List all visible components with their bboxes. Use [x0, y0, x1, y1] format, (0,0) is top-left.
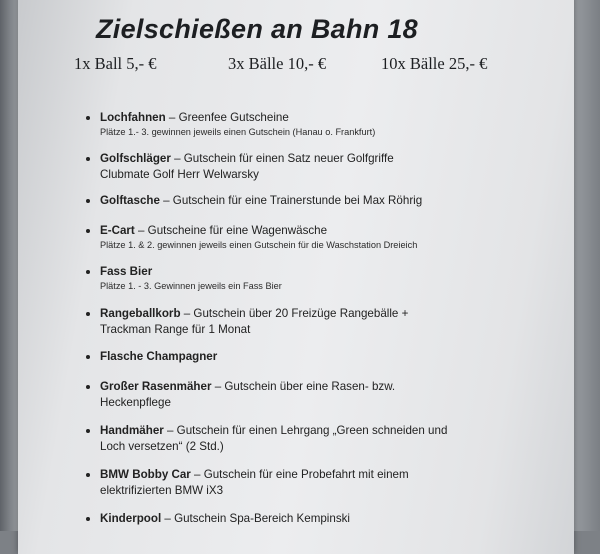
bullet-icon [86, 355, 90, 359]
prize-name: Großer Rasenmäher [100, 380, 212, 393]
bullet-icon [86, 429, 90, 433]
price-10-balls: 10x Bälle 25,- € [381, 54, 488, 73]
prize-name: E-Cart [100, 224, 135, 237]
prize-item-bobby-car [90, 467, 560, 499]
prize-subtext: Plätze 1. - 3. Gewinnen jeweils ein Fass Bier [100, 281, 282, 291]
background-right-edge [572, 0, 600, 531]
prize-item-e-cart [90, 223, 560, 251]
prize-description: – Gutschein für eine Trainerstunde bei Max Röhrig [159, 194, 423, 207]
prize-subtext: Plätze 1. & 2. gewinnen jeweils einen Gutschein für die Waschstation Dreieich [100, 240, 418, 250]
prize-item-champagner [90, 349, 560, 365]
price-row [0, 54, 600, 78]
prize-item-kinderpool [90, 511, 560, 527]
price-1-ball: 1x Ball 5,- € [74, 54, 157, 73]
prize-item-lochfahnen [90, 110, 560, 138]
bullet-icon [86, 517, 90, 521]
prize-continuation: Clubmate Golf Herr Welwarsky [100, 168, 259, 181]
prize-continuation: Loch versetzen“ (2 Std.) [100, 440, 224, 453]
prize-name: Fass Bier [100, 265, 153, 278]
bullet-icon [86, 199, 90, 203]
bullet-icon [86, 312, 90, 316]
prize-description: – Gutschein über 20 Freizüge Rangebälle + [180, 307, 409, 320]
prize-name: Rangeballkorb [100, 307, 181, 320]
prize-name: Golfschläger [100, 152, 171, 165]
bullet-icon [86, 270, 90, 274]
bullet-icon [86, 385, 90, 389]
prize-continuation: Heckenpflege [100, 396, 171, 409]
prize-description: – Greenfee Gutscheine [165, 111, 289, 124]
prize-subtext: Plätze 1.- 3. gewinnen jeweils einen Gutschein (Hanau o. Frankfurt) [100, 127, 376, 137]
prize-name: Handmäher [100, 424, 164, 437]
prize-item-golfschlaeger [90, 151, 560, 183]
prize-name: Flasche Champagner [100, 350, 218, 363]
prize-description: – Gutschein für einen Satz neuer Golfgriffe [170, 152, 394, 165]
prize-item-fass-bier [90, 264, 560, 292]
prize-description: – Gutschein Spa-Bereich Kempinski [161, 512, 350, 525]
prize-continuation: elektrifizierten BMW iX3 [100, 484, 224, 497]
prize-item-rangeballkorb [90, 306, 560, 338]
bullet-icon [86, 473, 90, 477]
prize-name: Golftasche [100, 194, 160, 207]
bullet-icon [86, 229, 90, 233]
prize-name: BMW Bobby Car [100, 468, 191, 481]
prize-name: Kinderpool [100, 512, 162, 525]
prize-item-golftasche [90, 193, 560, 209]
price-3-balls: 3x Bälle 10,- € [228, 54, 327, 73]
prize-description: – Gutscheine für eine Wagenwäsche [134, 224, 328, 237]
prize-description: – Gutschein über eine Rasen- bzw. [211, 380, 396, 393]
bullet-icon [86, 116, 90, 120]
prize-name: Lochfahnen [100, 111, 166, 124]
prize-description: – Gutschein für eine Probefahrt mit einem [190, 468, 409, 481]
prize-item-handmaeher [90, 423, 560, 455]
page-title: Zielschießen an Bahn 18 [96, 14, 419, 44]
prize-description: – Gutschein für einen Lehrgang „Green schneiden und [163, 424, 448, 437]
prize-item-rasenmaeher [90, 379, 560, 411]
bullet-icon [86, 157, 90, 161]
prize-continuation: Trackman Range für 1 Monat [100, 323, 251, 336]
